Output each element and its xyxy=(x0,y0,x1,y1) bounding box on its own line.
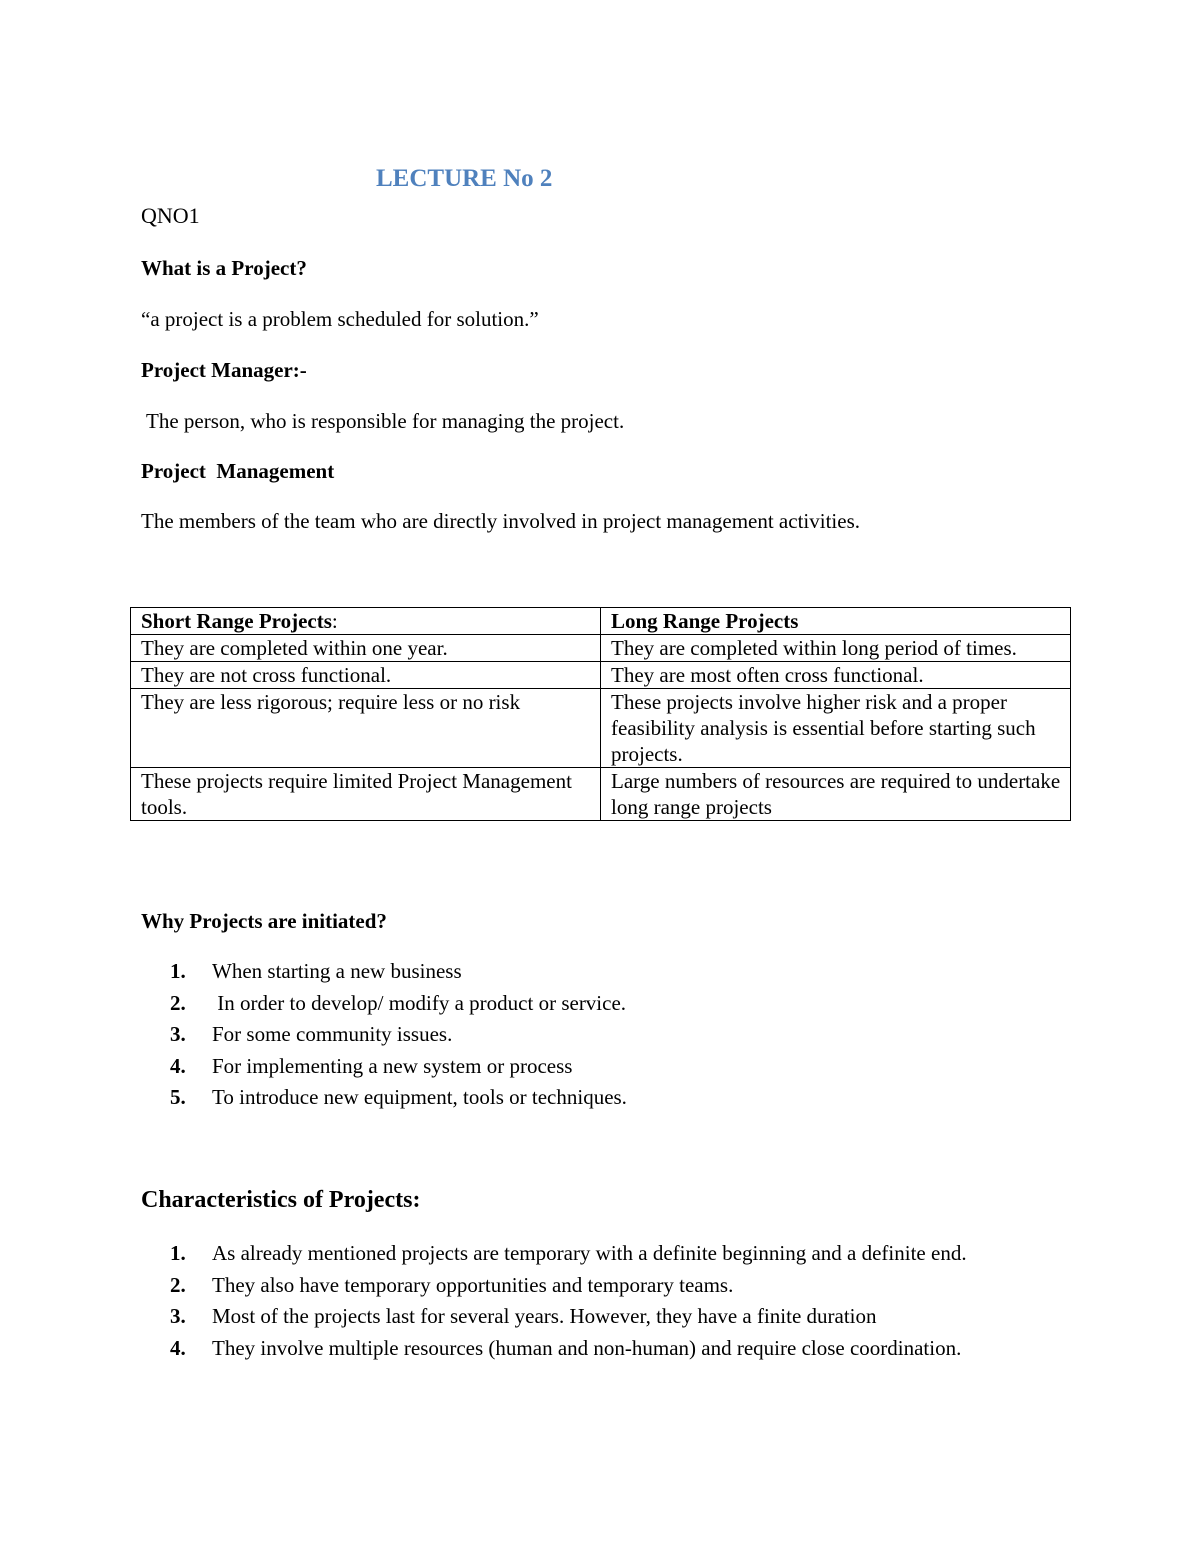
list-number: 1. xyxy=(170,959,186,983)
cell-long: Large numbers of resources are required to undertake long range projects xyxy=(601,768,1071,821)
list-text: When starting a new business xyxy=(212,959,462,983)
cell-short: They are not cross functional. xyxy=(131,662,601,689)
definition-project: “a project is a problem scheduled for solution.” xyxy=(141,307,539,331)
table-row xyxy=(131,689,1071,768)
cell-short: They are completed within one year. xyxy=(131,635,601,662)
cell-long: These projects involve higher risk and a proper feasibility analysis is essential before starting such projects. xyxy=(601,689,1071,768)
list-text: To introduce new equipment, tools or techniques. xyxy=(212,1085,627,1109)
list-number: 3. xyxy=(170,1304,186,1328)
list-text: In order to develop/ modify a product or service. xyxy=(212,990,627,1015)
list-text: As already mentioned projects are temporary with a definite beginning and a definite end. xyxy=(212,1241,967,1265)
cell-long: They are most often cross functional. xyxy=(601,662,1071,689)
table-row xyxy=(131,635,1071,662)
table-row xyxy=(131,662,1071,689)
heading-project-management: Project Management xyxy=(141,459,335,483)
question-number: QNO1 xyxy=(141,203,200,228)
definition-project-manager: The person, who is responsible for managing the project. xyxy=(146,409,625,433)
cell-short: These projects require limited Project Management tools. xyxy=(131,768,601,821)
list-number: 5. xyxy=(170,1085,186,1109)
heading-characteristics: Characteristics of Projects: xyxy=(141,1187,421,1213)
heading-what-is-project: What is a Project? xyxy=(141,256,307,280)
cell-long: They are completed within long period of times. xyxy=(601,635,1071,662)
definition-project-management: The members of the team who are directly involved in project management activities. xyxy=(141,509,860,533)
heading-why-projects: Why Projects are initiated? xyxy=(141,909,387,933)
list-number: 3. xyxy=(170,1022,186,1046)
header-short-range-label: Short Range Projects xyxy=(141,609,332,633)
list-text: For some community issues. xyxy=(212,1022,453,1046)
list-text: They involve multiple resources (human and non-human) and require close coordination. xyxy=(212,1335,962,1360)
list-number: 2. xyxy=(170,1272,186,1297)
header-long-range: Long Range Projects xyxy=(601,608,1071,635)
list-text: For implementing a new system or process xyxy=(212,1053,573,1078)
heading-project-manager: Project Manager:- xyxy=(141,358,307,382)
cell-short: They are less rigorous; require less or no risk xyxy=(131,689,601,768)
header-short-range-suffix: : xyxy=(331,609,338,633)
list-text: Most of the projects last for several years. However, they have a finite duration xyxy=(212,1304,877,1328)
list-number: 1. xyxy=(170,1241,186,1265)
table-row xyxy=(131,768,1071,821)
list-number: 2. xyxy=(170,990,186,1015)
list-number: 4. xyxy=(170,1053,186,1078)
lecture-title: LECTURE No 2 xyxy=(376,165,553,192)
comparison-table xyxy=(130,607,1071,821)
list-text: They also have temporary opportunities and temporary teams. xyxy=(212,1272,734,1297)
header-short-range xyxy=(131,608,601,635)
table-header-row xyxy=(131,608,1071,635)
list-number: 4. xyxy=(170,1335,186,1360)
